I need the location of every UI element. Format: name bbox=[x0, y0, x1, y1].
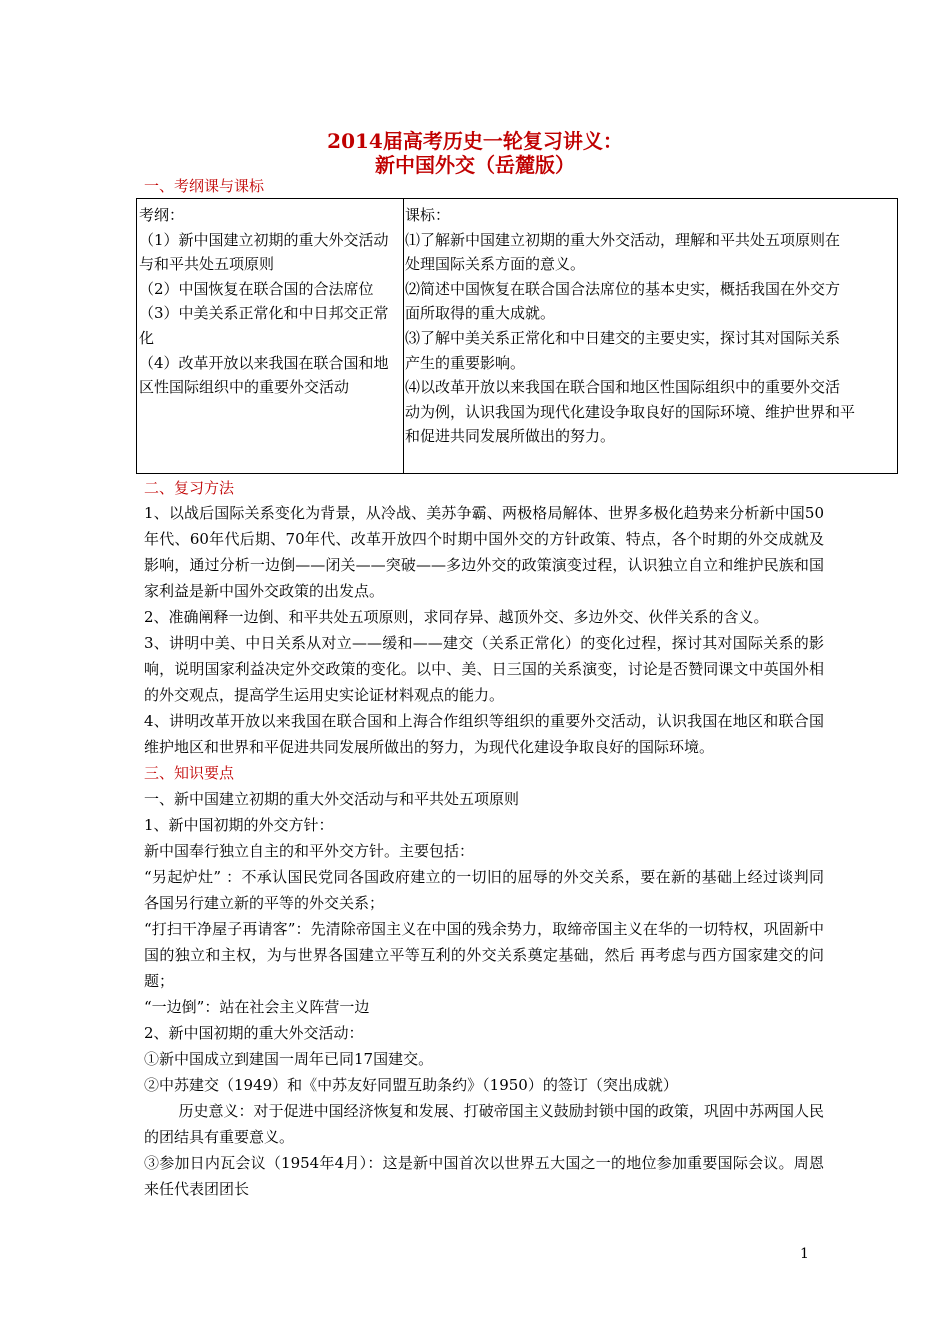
outline-line: （2）中国恢复在联合国的合法席位 bbox=[139, 279, 374, 298]
standard-line: ⑷以改革开放以来我国在联合国和地区性国际组织中的重要外交活 bbox=[405, 378, 841, 397]
knowledge-line: ③参加日内瓦会议（1954年4月）：这是新中国首次以世界五大国之一的地位参加重要国际会议。周恩来任代表团团长 bbox=[144, 1154, 824, 1198]
document-title-line1: 2014届高考历史一轮复习讲义： bbox=[327, 129, 623, 153]
standard-line: 产生的重要影响。 bbox=[405, 353, 526, 372]
document-title-line2: 新中国外交（岳麓版） bbox=[375, 153, 575, 177]
outline-line: 考纲： bbox=[139, 206, 185, 224]
standard-line: 处理国际关系方面的意义。 bbox=[405, 255, 586, 274]
outline-line: （1）新中国建立初期的重大外交活动 bbox=[139, 230, 389, 249]
standard-line: 动为例，认识我国为现代化建设争取良好的国际环境、维护世界和平 bbox=[405, 402, 856, 421]
standard-line: ⑵简述中国恢复在联合国合法席位的基本史实，概括我国在外交方 bbox=[405, 279, 841, 298]
knowledge-line: “打扫干净屋子再请客”：先清除帝国主义在中国的残余势力，取缔帝国主义在华的一切特权，巩固新中国的独立和主权，为与世界各国建立平等互利的外交关系奠定基础，然后 再考虑与西方国家建交的问题； bbox=[144, 920, 824, 990]
knowledge-line: ①新中国成立到建国一周年已同17国建交。 bbox=[144, 1050, 434, 1068]
outline-line: （4）改革开放以来我国在联合国和地 bbox=[139, 353, 389, 372]
knowledge-line: ②中苏建交（1949）和《中苏友好同盟互助条约》（1950）的签订（突出成就） bbox=[144, 1076, 678, 1094]
standard-line: 和促进共同发展所做出的努力。 bbox=[405, 427, 616, 446]
page-number: 1 bbox=[800, 1246, 809, 1262]
section2-heading: 二、复习方法 bbox=[144, 479, 235, 497]
body-text bbox=[144, 500, 824, 1202]
knowledge-line: “另起炉灶” ：不承认国民党同各国政府建立的一切旧的屈辱的外交关系，要在新的基础上经过谈判同各国另行建立新的平等的外交关系； bbox=[144, 868, 824, 912]
knowledge-line: 历史意义：对于促进中国经济恢复和发展、打破帝国主义鼓励封锁中国的政策，巩固中苏两国人民的团结具有重要意义。 bbox=[144, 1102, 824, 1146]
table-divider bbox=[403, 199, 404, 473]
knowledge-line: 一、新中国建立初期的重大外交活动与和平共处五项原则 bbox=[144, 790, 520, 808]
standard-line: 面所取得的重大成就。 bbox=[405, 304, 556, 323]
outline-line: 与和平共处五项原则 bbox=[139, 255, 275, 274]
standard-line: ⑶了解中美关系正常化和中日建交的主要史实，探讨其对国际关系 bbox=[405, 328, 841, 347]
method-paragraph-1: 1、以战后国际关系变化为背景，从冷战、美苏争霸、两极格局解体、世界多极化趋势来分析新中国50年代、60年代后期、70年代、改革开放四个时期中国外交的方针政策、特点，各个时期的外交成就及影响，通过分析一边倒——闭关——突破——多边外交的政策演变过程，认识独立自立和维护民族和国家利益是新中国外交政策的出发点。 bbox=[144, 504, 824, 600]
knowledge-line: 1、新中国初期的外交方针： bbox=[144, 816, 334, 834]
section3-heading: 三、知识要点 bbox=[144, 764, 235, 782]
knowledge-line: 新中国奉行独立自主的和平外交方针。主要包括： bbox=[144, 842, 475, 860]
standard-line: ⑴了解新中国建立初期的重大外交活动，理解和平共处五项原则在 bbox=[405, 230, 841, 249]
standard-line: 课标： bbox=[405, 206, 451, 224]
knowledge-line: “一边倒”：站在社会主义阵营一边 bbox=[144, 998, 370, 1016]
outline-line: 化 bbox=[139, 328, 155, 347]
method-paragraph-3: 3、讲明中美、中日关系从对立——缓和——建交（关系正常化）的变化过程，探讨其对国际关系的影响，说明国家利益决定外交政策的变化。以中、美、日三国的关系演变，讨论是否赞同课文中英国外相的外交观点，提高学生运用史实论证材料观点的能力。 bbox=[144, 634, 824, 704]
exam-outline-cell bbox=[139, 203, 401, 400]
curriculum-standard-cell bbox=[405, 203, 897, 449]
outline-line: （3）中美关系正常化和中日邦交正常 bbox=[139, 304, 389, 323]
method-paragraph-4: 4、讲明改革开放以来我国在联合国和上海合作组织等组织的重要外交活动，认识我国在地区和联合国维护地区和世界和平促进共同发展所做出的努力，为现代化建设争取良好的国际环境。 bbox=[144, 712, 824, 756]
outline-line: 区性国际组织中的重要外交活动 bbox=[139, 378, 350, 397]
knowledge-line: 2、新中国初期的重大外交活动： bbox=[144, 1024, 364, 1042]
syllabus-table bbox=[136, 198, 898, 474]
section1-heading: 一、考纲课与课标 bbox=[144, 177, 265, 195]
method-paragraph-2: 2、准确阐释一边倒、和平共处五项原则，求同存异、越顶外交、多边外交、伙伴关系的含义。 bbox=[144, 608, 769, 626]
